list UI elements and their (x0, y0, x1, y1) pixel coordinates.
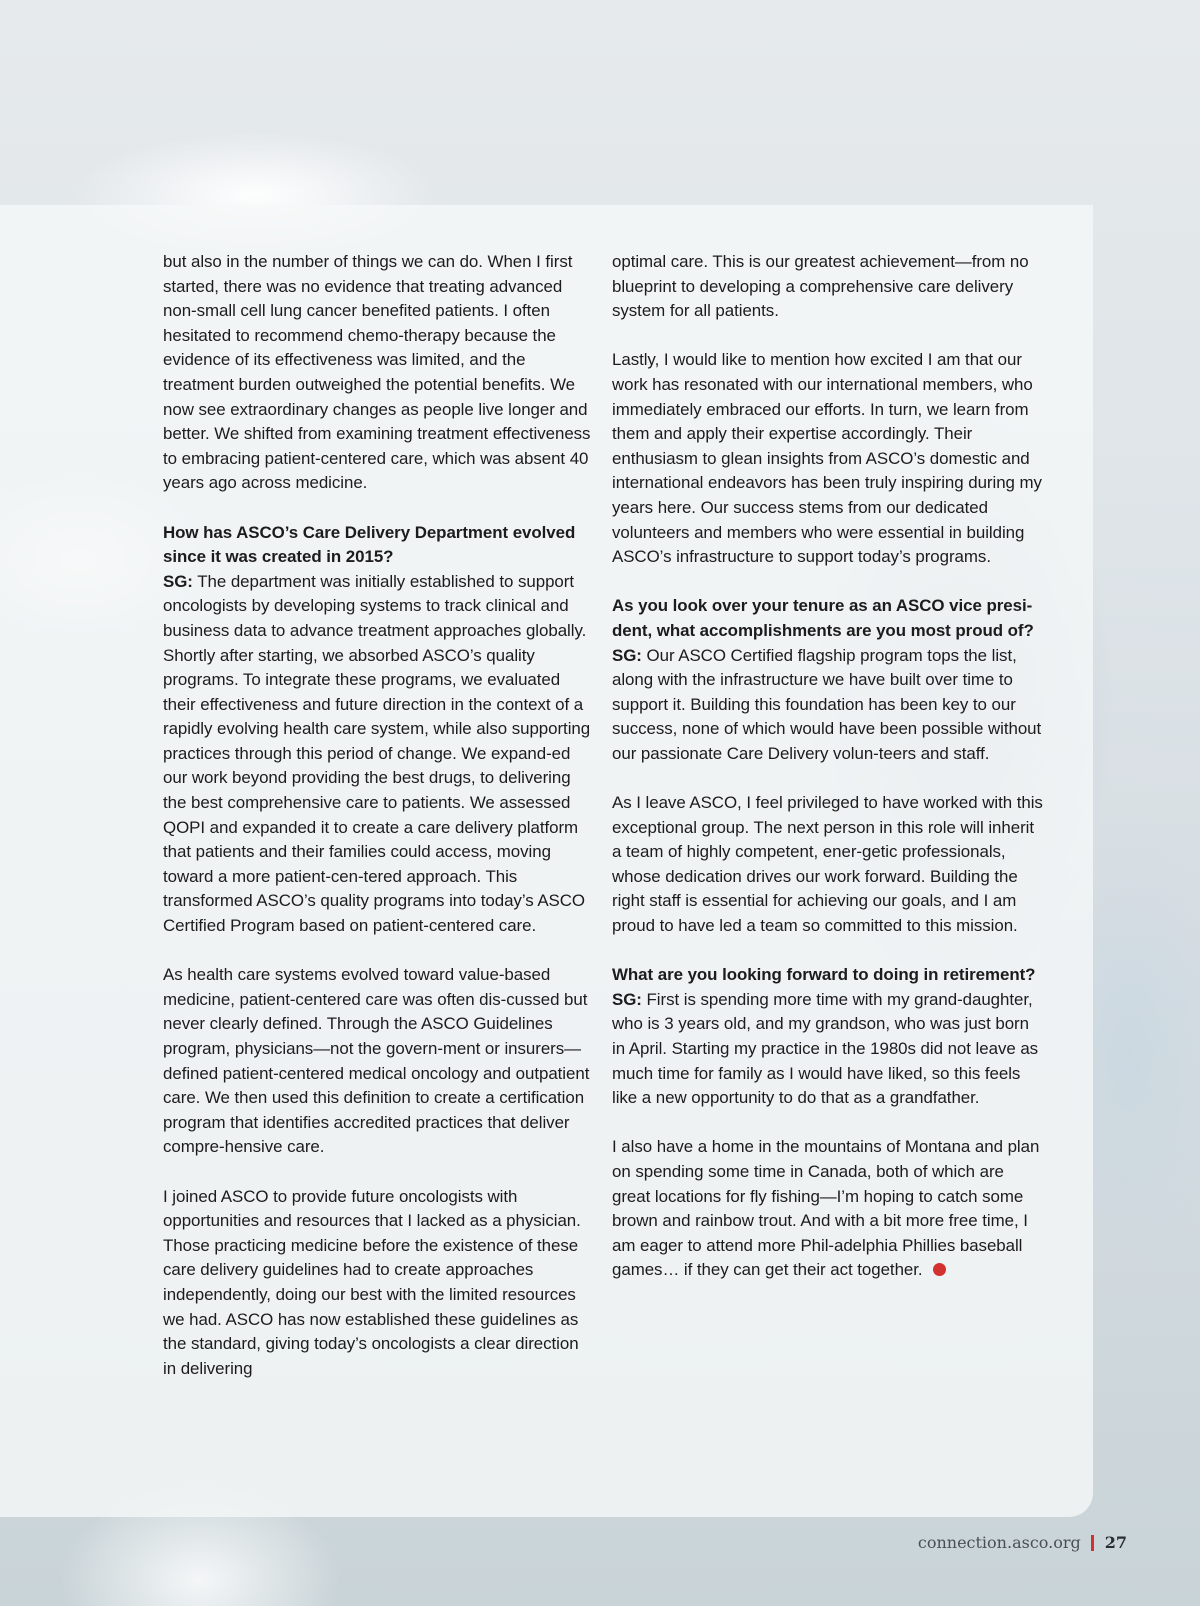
paragraph: As I leave ASCO, I feel privileged to have worked with this exceptional group. The next person in this role will inherit a team of highly competent, ener-getic professionals, whose dedication drives our work forward. Building the right staff is essential for achieving our goals, and I am proud to have led a team so committed to this mission. (612, 793, 1043, 936)
paragraph-text: I also have a home in the mountains of Montana and plan on spending some time in Canada, both of which are great locations for fly fishing—I’m hoping to catch some brown and rainbow trout. And with a bit more free time, I am eager to attend more Phil-adelphia Phillies baseball games… if they can get their act together. (612, 1137, 1040, 1280)
paragraph: As health care systems evolved toward value-based medicine, patient-centered care was often dis-cussed but never clearly defined. Through the ASCO Guidelines program, physicians—not the govern-ment or insurers—defined patient-centered medical oncology and outpatient care. We then used this definition to create a certification program that identifies accredited practices that deliver compre-hensive care. (163, 965, 590, 1157)
paragraph: I joined ASCO to provide future oncologists with opportunities and resources that I lacked as a physician. Those practicing medicine before the existence of these care delivery guidelines had to create approaches independently, doing our best with the limited resources we had. ASCO has now established these guidelines as the standard, giving today’s oncologists a clear direction in delivering (163, 1186, 581, 1378)
speaker-initials: SG: (612, 645, 642, 665)
interview-answer (163, 570, 595, 939)
answer-text: First is spending more time with my grand-daughter, who is 3 years old, and my grandson, who was just born in April. Starting my practice in the 1980s did not leave as much time for family as I would have liked, so this feels like a new opportunity to do that as a grandfather. (612, 989, 1039, 1108)
interview-question: As you look over your tenure as an ASCO vice presi-dent, what accomplishments are you most proud of? (612, 596, 1034, 640)
answer-text: The department was initially established to support oncologists by developing systems to track clinical and business data to advance treatment approaches globally. Shortly after starting, we absorbed ASCO’s quality programs. To integrate these programs, we evaluated their effectiveness and future direction in the context of a rapidly evolving health care system, while also supporting practices through this period of change. We expand-ed our work beyond providing the best drugs, to delivering the best comprehensive care to patients. We assessed QOPI and expanded it to create a care delivery platform that patients and their families could access, moving toward a more patient-cen-tered approach. This transformed ASCO’s quality programs into today’s ASCO Certified Program based on patient-centered care. (163, 571, 591, 936)
page-number: 27 (1104, 1533, 1127, 1552)
article-column-left (163, 250, 595, 1406)
footer-separator (1091, 1535, 1094, 1551)
paragraph-final (612, 1135, 1044, 1283)
speaker-initials: SG: (163, 571, 193, 591)
answer-text: Our ASCO Certified flagship program tops the list, along with the infrastructure we have built over time to support it. Building this foundation has been key to our success, none of which would have been possible without our passionate Care Delivery volun-teers and staff. (612, 645, 1042, 763)
paragraph: but also in the number of things we can do. When I first started, there was no evidence that treating advanced non-small cell lung cancer benefited patients. I often hesitated to recommend chemo-therapy because the evidence of its effectiveness was limited, and the treatment burden outweighed the potential benefits. We now see extraordinary changes as people live longer and better. We shifted from examining treatment effectiveness to embracing patient-centered care, which was absent 40 years ago across medicine. (163, 252, 591, 493)
page-footer (918, 1533, 1127, 1552)
interview-question: What are you looking forward to doing in retirement? (612, 965, 1036, 985)
interview-answer (612, 644, 1044, 767)
article-column-right (612, 250, 1044, 1308)
speaker-initials: SG: (612, 989, 642, 1009)
paragraph: optimal care. This is our greatest achievement—from no blueprint to developing a comprehensive care delivery system for all patients. (612, 252, 1029, 321)
footer-site-link[interactable]: connection.asco.org (917, 1533, 1081, 1552)
interview-question: How has ASCO’s Care Delivery Department evolved since it was created in 2015? (163, 522, 576, 567)
end-mark-dot-icon (933, 1263, 946, 1276)
interview-answer (612, 988, 1044, 1111)
paragraph: Lastly, I would like to mention how excited I am that our work has resonated with our international members, who immediately embraced our efforts. In turn, we learn from them and apply their expertise accordingly. Their enthusiasm to glean insights from ASCO’s domestic and international endeavors has been truly inspiring during my years here. Our success stems from our dedicated volunteers and members who were essential in building ASCO’s infrastructure to support today’s programs. (612, 350, 1042, 567)
